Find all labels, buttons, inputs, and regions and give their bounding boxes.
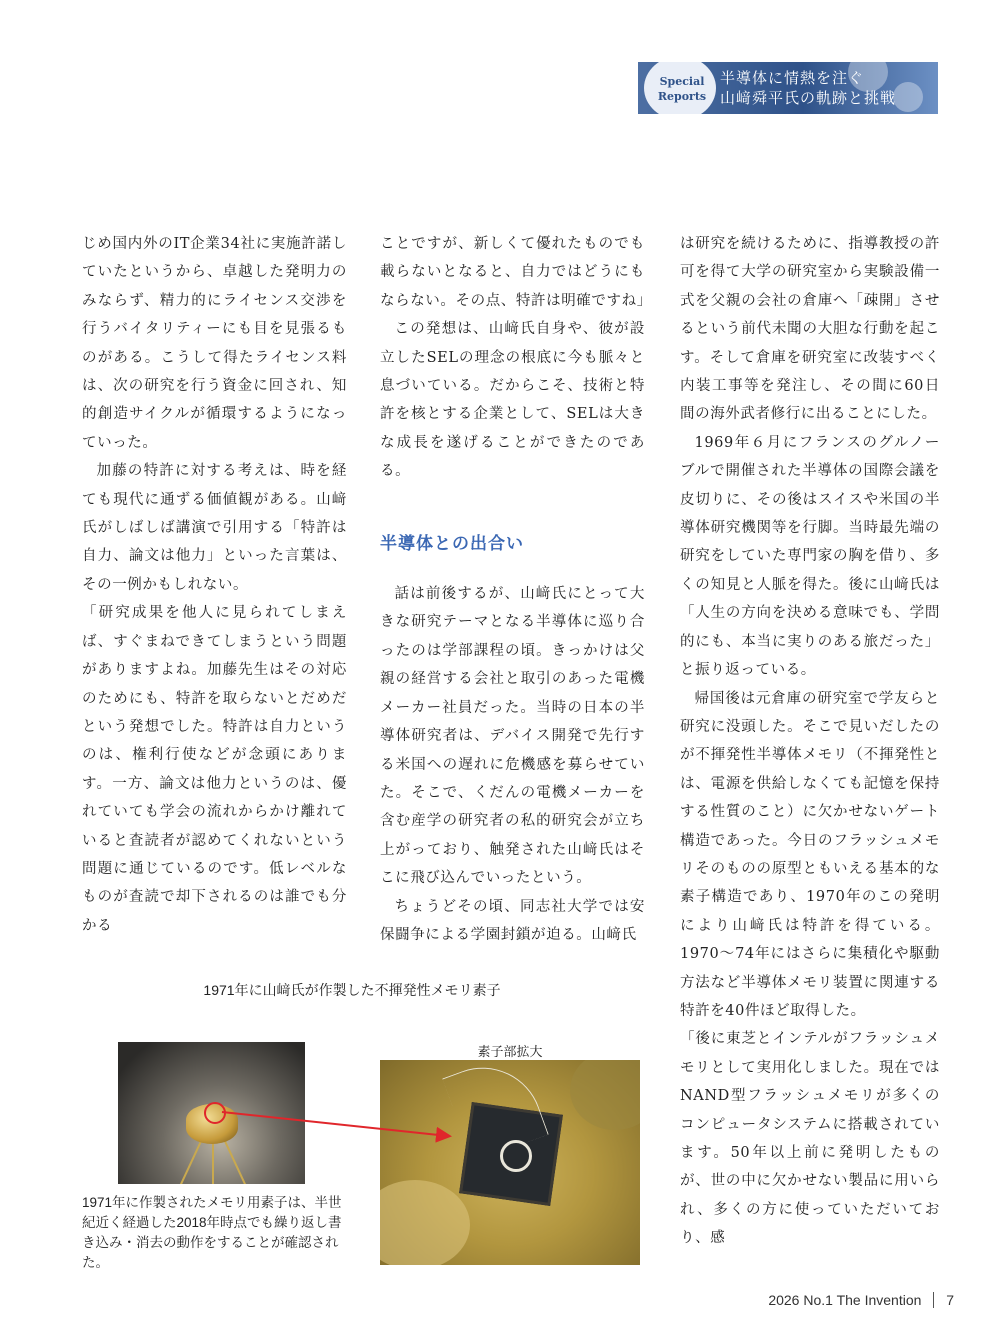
section-heading: 半導体との出合い (380, 533, 524, 554)
series-title-line1: 半導体に情熱を注ぐ (720, 69, 865, 87)
paragraph: この発想は、山﨑氏自身や、彼が設立したSELの理念の根底に今も脈々と息づいている。だからこそ、技術と特許を核とする企業として、SELは大きな成長を遂げることができたのである。 (380, 321, 645, 480)
paragraph: ことですが、新しくて優れたものでも載らないとなると、自力ではどうにもならない。その点、特許は明確ですね」 (380, 236, 652, 309)
text-column-1 (82, 230, 347, 940)
series-title (720, 68, 896, 108)
badge-label-line1: Special (659, 75, 705, 88)
decorative-bubble (893, 82, 923, 112)
footer-divider (933, 1292, 934, 1308)
series-title-line2: 山﨑舜平氏の軌跡と挑戦 (720, 89, 897, 107)
background-texture (570, 1060, 640, 1130)
badge-label-line2: Reports (657, 90, 707, 103)
device-lead (223, 1139, 250, 1184)
issue-number: 2026 No.1 (768, 1292, 833, 1308)
figure-title: 1971年に山﨑氏が作製した不揮発性メモリ素子 (203, 982, 501, 998)
paragraph: 「研究成果を他人に見られてしまえば、すぐまねできてしまうという問題がありますよね。加藤先生はその対応のためにも、特許を取らないとだめだという発想でした。特許は自力というのは、権利行使などが念頭にあります。一方、論文は他力というのは、優れていても学会の流れからかけ離れていると査読者が認めてくれないという問題に通じているのです。低レベルなものが査読で却下されるのは誰でも分かる (82, 605, 347, 934)
element-closeup-photo (380, 1060, 640, 1265)
paragraph: は研究を続けるために、指導教授の許可を得て大学の研究室から実験設備一式を父親の会社の倉庫へ「疎開」させるという前代未聞の大胆な行動を起こす。そして倉庫を研究室に改装すべく内装工事等を発注し、その間に60日間の海外武者修行に出ることにした。 (680, 236, 940, 423)
background-texture (380, 1180, 470, 1265)
paragraph: 話は前後するが、山﨑氏にとって大きな研究テーマとなる半導体に巡り合ったのは学部課程の頃。きっかけは父親の経営する会社と取引のあった電機メーカー社員だった。当時の日本の半導体研究者は、デバイス開発で先行する米国への遅れに危機感を募らせていた。そこで、くだんの電機メーカーを含む産学の研究者の私的研究会が立ち上がっており、触発された山﨑氏はそこに飛び込んでいったという。 (380, 586, 645, 887)
paragraph: 「後に東芝とインテルがフラッシュメモリとして実用化しました。現在ではNAND型フラッシュメモリが多くのコンピュータシステムに搭載されています。50年以上前に発明したものが、世の中に欠かせない製品に用いられ、多くの方に使っていただいており、感 (680, 1031, 940, 1247)
highlight-circle (204, 1102, 226, 1124)
memory-device-photo (118, 1042, 305, 1184)
page-footer (768, 1292, 954, 1308)
magazine-name: The Invention (836, 1292, 922, 1308)
device-lead (212, 1140, 214, 1184)
paragraph: 1969年６月にフランスのグルノーブルで開催された半導体の国際会議を皮切りに、その後はスイスや米国の半導体研究機関等を行脚。当時最先端の研究をしていた専門家の胸を借り、多くの知見と人脈を得た。後に山﨑氏は「人生の方向を決める意味でも、学問的にも、本当に実りのある旅だった」と振り返っている。 (680, 434, 940, 679)
paragraph: 帰国後は元倉庫の研究室で学友らと研究に没頭した。そこで見いだしたのが不揮発性半導体メモリ（不揮発性とは、電源を供給しなくても記憶を保持する性質のこと）に欠かせないゲート構造であった。今日のフラッシュメモリそのものの原型ともいえる基本的な素子構造であり、1970年のこの発明により山﨑氏は特許を得ている。1970～74年にはさらに集積化や駆動方法など半導体メモリ装置に関連する特許を40件ほど取得した。 (680, 690, 940, 1019)
text-column-3 (680, 230, 940, 1253)
device-lead (175, 1139, 202, 1184)
paragraph: じめ国内外のIT企業34社に実施許諾していたというから、卓越した発明力のみならず、精力的にライセンス交渉を行うバイタリティーにも目を見張るものがある。こうして得たライセンス料は、次の研究を行う資金に回され、知的創造サイクルが循環するようになっていった。 (82, 236, 347, 451)
zoom-label: 素子部拡大 (477, 1044, 543, 1059)
special-reports-badge (638, 62, 938, 114)
badge-label (652, 74, 712, 104)
paragraph: ちょうどその頃、同志社大学では安保闘争による学園封鎖が迫る。山﨑氏 (380, 898, 645, 943)
figure-caption: 1971年に作製されたメモリ用素子は、半世紀近く経過した2018年時点でも繰り返し書き込み・消去の動作をすることが確認された。 (82, 1195, 342, 1270)
page-number: 7 (946, 1292, 954, 1308)
memory-cell (500, 1140, 532, 1172)
text-column-2 (380, 230, 652, 949)
paragraph: 加藤の特許に対する考えは、時を経ても現代に通ずる価値観がある。山﨑氏がしばしば講演で引用する「特許は自力、論文は他力」といった言葉は、その一例かもしれない。 (82, 463, 347, 593)
